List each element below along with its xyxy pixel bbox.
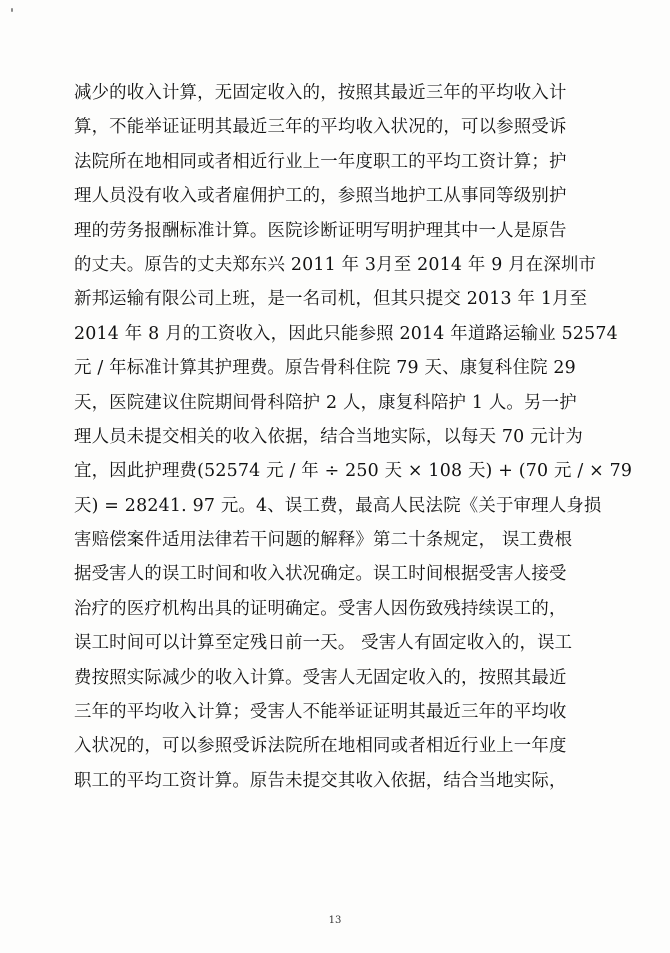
body-line: 理的劳务报酬标准计算。医院诊断证明写明护理其中一人是原告 — [74, 220, 567, 241]
body-line: 理人员没有收入或者雇佣护工的，参照当地护工从事同等级别护 — [74, 186, 567, 207]
body-line: 元 / 年标准计算其护理费。原告骨科住院 79 天、康复科住院 29 — [74, 358, 576, 379]
body-line: 费按照实际减少的收入计算。受害人无固定收入的，按照其最近 — [74, 667, 567, 688]
body-line: 的丈夫。原告的丈夫郑东兴 2011 年 3月至 2014 年 9 月在深圳市 — [74, 254, 597, 275]
body-line: 新邦运输有限公司上班，是一名司机，但其只提交 2013 年 1月至 — [74, 289, 588, 310]
body-line: 据受害人的误工时间和收入状况确定。误工时间根据受害人接受 — [74, 564, 567, 585]
body-line: 治疗的医疗机构出具的证明确定。受害人因伤致残持续误工的， — [74, 598, 567, 619]
body-line: 入状况的，可以参照受诉法院所在地相同或者相近行业上一年度 — [74, 736, 567, 757]
body-line: 三年的平均收入计算；受害人不能举证证明其最近三年的平均收 — [74, 702, 567, 723]
body-line: 职工的平均工资计算。原告未提交其收入依据，结合当地实际， — [74, 770, 567, 791]
body-line: 算，不能举证证明其最近三年的平均收入状况的，可以参照受诉 — [74, 117, 567, 138]
body-line: 减少的收入计算，无固定收入的，按照其最近三年的平均收入计 — [74, 83, 567, 103]
body-line: 2014 年 8 月的工资收入，因此只能参照 2014 年道路运输业 52574 — [74, 323, 618, 344]
document-body — [74, 76, 633, 798]
scan-speck-mark — [11, 8, 13, 12]
body-line: 误工时间可以计算至定残日前一天。 受害人有固定收入的，误工 — [74, 633, 573, 654]
body-line: 天) = 28241. 97 元。4、误工费，最高人民法院《关于审理人身损 — [74, 495, 602, 516]
body-line: 天，医院建议住院期间骨科陪护 2 人，康复科陪护 1 人。另一护 — [74, 392, 577, 413]
page-number: 13 — [328, 915, 342, 926]
body-line: 宜，因此护理费(52574 元 / 年 ÷ 250 天 × 108 天) + (70 元 / × 79 — [74, 461, 633, 482]
body-line: 害赔偿案件适用法律若干问题的解释》第二十条规定， 误工费根 — [74, 530, 573, 551]
body-line: 法院所在地相同或者相近行业上一年度职工的平均工资计算；护 — [74, 151, 567, 172]
body-line: 理人员未提交相关的收入依据，结合当地实际，以每天 70 元计为 — [74, 426, 583, 447]
